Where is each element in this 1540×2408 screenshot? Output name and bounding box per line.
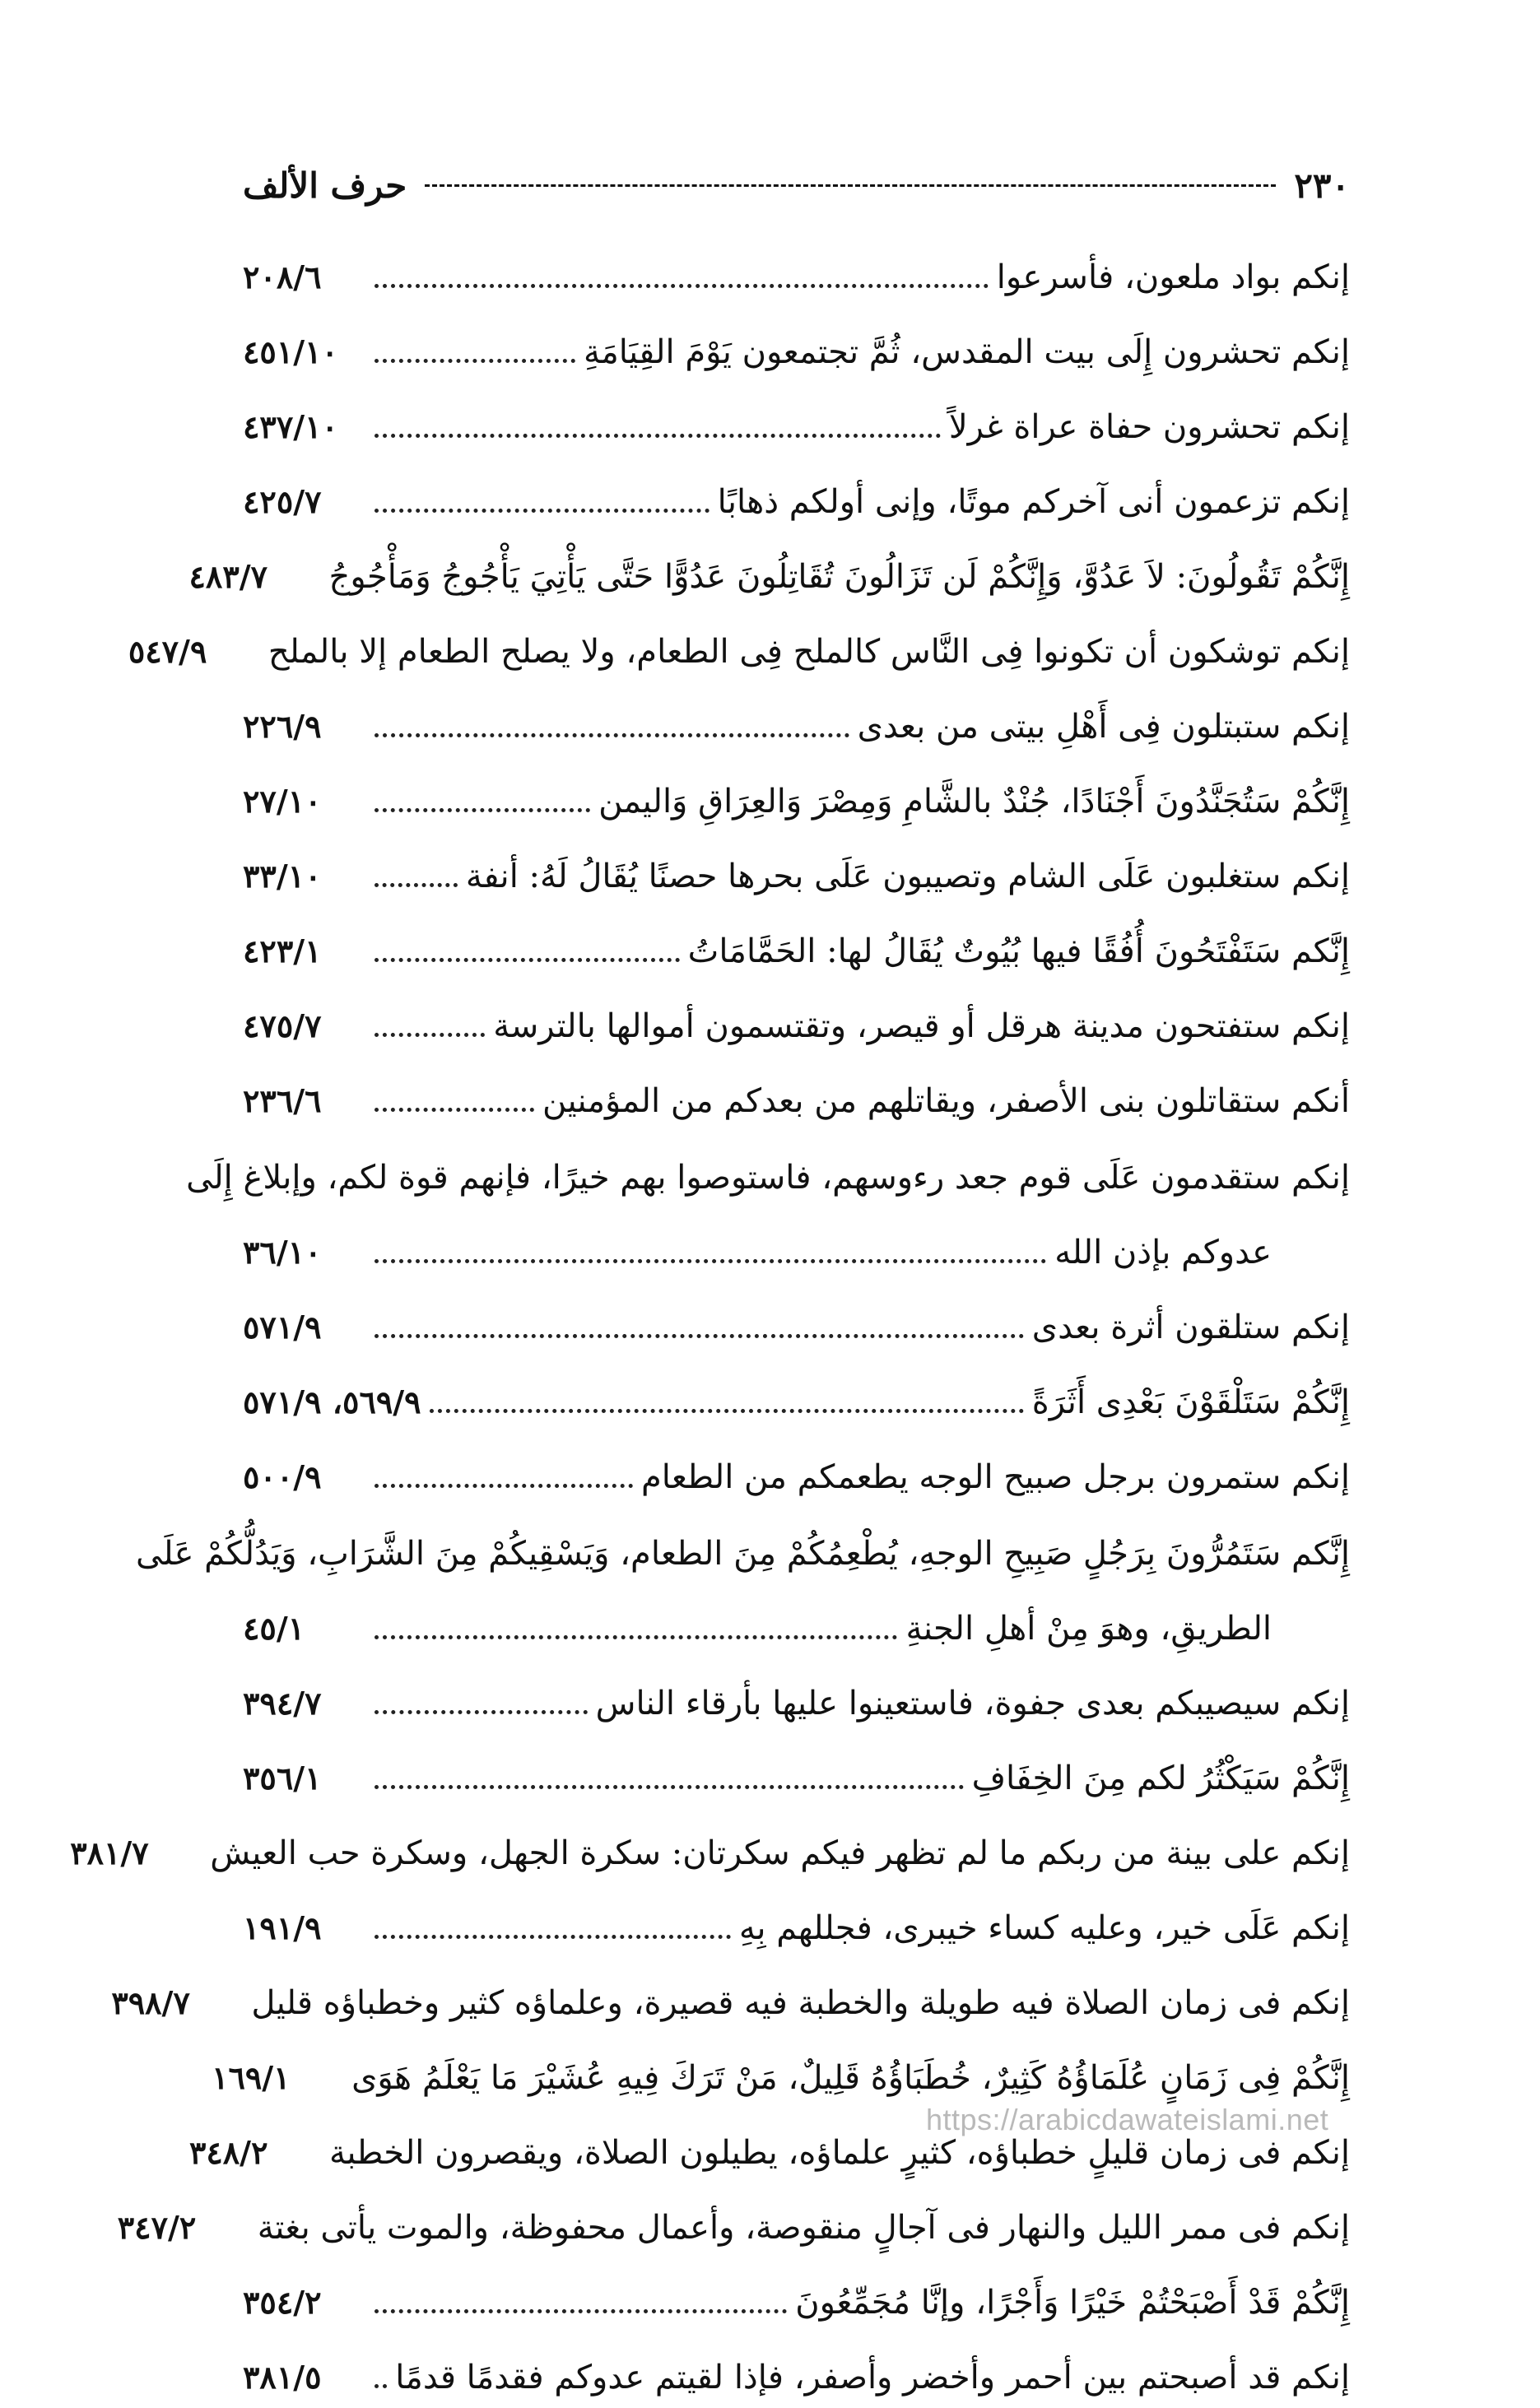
- entry-line: [243, 2258, 1350, 2333]
- entry-text: إِنَّكُمْ قَدْ أَصْبَحْتُمْ خَيْرًا وَأَجْرًا، وإنَّا مُجَمِّعُونَ: [795, 2284, 1350, 2322]
- index-entry: [243, 832, 1350, 907]
- index-entry: [243, 907, 1350, 982]
- volume-page-ref: ٣٤٧/٢: [117, 2209, 197, 2246]
- index-entry: [243, 1433, 1350, 1508]
- volume-page-ref: ٥٦٩/٩، ٥٧١/٩: [243, 1383, 421, 1420]
- dot-leader: [375, 1259, 1046, 1263]
- entry-continuation-text: الطريقِ، وهوَ مِنْ أهلِ الجنةِ: [905, 1610, 1272, 1648]
- hadith-index-list: [70, 233, 1350, 2408]
- entry-continuation-line: [243, 1208, 1350, 1283]
- entry-line: [243, 1659, 1350, 1734]
- entry-continuation-text: عدوكم بإذن الله: [1054, 1234, 1272, 1271]
- entry-text: إنكم تحشرون حفاة عراة غرلاً: [948, 408, 1350, 446]
- header-rule: [425, 184, 1276, 187]
- dot-leader: [375, 1033, 485, 1037]
- index-entry: [243, 1358, 1350, 1433]
- entry-line: [212, 2034, 1350, 2108]
- index-entry: [212, 2034, 1350, 2108]
- entry-line: [188, 532, 1350, 607]
- entry-text: إِنَّكُمْ سَتَلْقَوْنَ بَعْدِى أَثَرَةً: [1031, 1383, 1350, 1421]
- entry-line: [128, 607, 1350, 682]
- dot-leader: [375, 2309, 787, 2313]
- dot-leader: [375, 1334, 1024, 1338]
- entry-line: [70, 1809, 1350, 1884]
- volume-page-ref: ٣٩٨/٧: [111, 1984, 190, 2021]
- page-number: ٢٣٠: [1294, 165, 1350, 206]
- entry-line: [243, 1734, 1350, 1809]
- dot-leader: [375, 1108, 534, 1112]
- dot-leader: [430, 1409, 1024, 1413]
- page-header: [243, 160, 1350, 210]
- index-entry: [186, 1132, 1350, 1283]
- entry-line: [111, 1959, 1350, 2034]
- volume-page-ref: ٤٥١/١٠: [243, 333, 338, 370]
- entry-text: إِنَّكُمْ سَتُجَنَّدُونَ أَجْنَادًا، جُنْدٌ بالشَّامِ وَمِصْرَ وَالعِرَاقِ وَاليمن: [598, 783, 1350, 820]
- entry-text: إنكم عَلَى خير، وعليه كساء خيبرى، فجللهم بِهِ: [738, 1909, 1350, 1947]
- entry-text: إنكم ستلقون أثرة بعدى: [1031, 1309, 1350, 1346]
- index-entry: [243, 1283, 1350, 1358]
- dot-leader: [375, 1935, 731, 1939]
- dot-leader: [375, 359, 575, 363]
- entry-line: [243, 383, 1350, 458]
- dot-leader: [375, 434, 941, 438]
- entry-line: [243, 832, 1350, 907]
- volume-page-ref: ٣٣/١٠: [243, 858, 322, 895]
- entry-text: إِنَّكُمْ تَقُولُونَ: لاَ عَدُوَّ، وَإِنَّكُمْ لَن تَزَالُونَ تُقَاتِلُونَ عَدُوًّا حَتَّى يَأْتِيَ يَأْجُوجُ وَمَأْجُوجُ: [328, 558, 1350, 596]
- volume-page-ref: ١٩١/٩: [243, 1909, 322, 1946]
- entry-line: [243, 757, 1350, 832]
- entry-text: إِنَّكم سَتَفْتَحُونَ أُفُقًا فيها بُيُوتٌ يُقَالُ لها: الحَمَّامَاتُ: [687, 932, 1350, 970]
- entry-text: إنكم ستغلبون عَلَى الشام وتصيبون عَلَى بحرها حصنًا يُقَالُ لَهُ: أنفة: [465, 858, 1350, 895]
- dot-leader: [375, 1635, 897, 1639]
- dot-leader: [375, 958, 680, 962]
- entry-text: إنكم ستبتلون فِى أَهْلِ بيتى من بعدى: [857, 708, 1350, 746]
- entry-line: [243, 308, 1350, 383]
- volume-page-ref: ٤٧٥/٧: [243, 1007, 322, 1044]
- watermark-url: https://arabicdawateislami.net: [926, 2103, 1329, 2136]
- volume-page-ref: ٤٨٣/٧: [188, 558, 268, 595]
- volume-page-ref: ٣٥٦/١: [243, 1760, 322, 1797]
- entry-line: [243, 1358, 1350, 1433]
- dot-leader: [375, 808, 590, 812]
- index-entry: [243, 458, 1350, 532]
- index-entry: [188, 532, 1350, 607]
- dot-leader: [375, 1484, 633, 1488]
- index-entry: [243, 1884, 1350, 1959]
- volume-page-ref: ٢٧/١٠: [243, 783, 322, 820]
- volume-page-ref: ٢٣٦/٦: [243, 1082, 322, 1119]
- volume-page-ref: ٢٢٦/٩: [243, 708, 322, 745]
- entry-line: [243, 1057, 1350, 1132]
- volume-page-ref: ٥٧١/٩: [243, 1309, 322, 1346]
- entry-line: [243, 907, 1350, 982]
- volume-page-ref: ٥٠٠/٩: [243, 1458, 322, 1495]
- entry-text: إنكم تحشرون إِلَى بيت المقدس، ثُمَّ تجتمعون يَوْمَ القِيَامَةِ: [583, 333, 1350, 371]
- entry-text: إنكم توشكون أن تكونوا فِى النَّاس كالملح فِى الطعام، ولا يصلح الطعام إلا بالملح: [268, 633, 1350, 671]
- dot-leader: [375, 1785, 964, 1789]
- volume-page-ref: ٣٩٤/٧: [243, 1685, 322, 1722]
- volume-page-ref: ٤٣٧/١٠: [243, 408, 338, 445]
- entry-line: [243, 682, 1350, 757]
- entry-line: [243, 1283, 1350, 1358]
- entry-continuation-line: [243, 1584, 1350, 1659]
- index-entry: [243, 383, 1350, 458]
- entry-line: [243, 1884, 1350, 1959]
- entry-line: [243, 2333, 1350, 2408]
- entry-text: أنكم ستقاتلون بنى الأصفر، ويقاتلهم من بعدكم من المؤمنين: [542, 1082, 1350, 1120]
- volume-page-ref: ٤٢٣/١: [243, 932, 322, 969]
- entry-text: إِنَّكُمْ فِى زَمَانٍ عُلَمَاؤُهُ كَثِيرٌ، خُطَبَاؤُهُ قَلِيلٌ، مَنْ تَرَكَ فِيهِ عُشَيْرَ مَا يَعْلَمُ هَوَى: [351, 2059, 1350, 2097]
- index-entry: [136, 1508, 1350, 1659]
- section-title: حرف الألف: [243, 165, 407, 206]
- entry-text: إنكم ستمرون برجل صبيح الوجه يطعمكم من الطعام: [640, 1458, 1350, 1496]
- volume-page-ref: ٣٥٤/٢: [243, 2284, 322, 2321]
- volume-page-ref: ٢٠٨/٦: [243, 258, 322, 295]
- volume-page-ref: ٤٢٥/٧: [243, 483, 322, 520]
- index-entry: [111, 1959, 1350, 2034]
- entry-text: إنكم فى زمان قليلٍ خطباؤه، كثيرٍ علماؤه، يطيلون الصلاة، ويقصرون الخطبة: [328, 2134, 1350, 2172]
- index-entry: [243, 1659, 1350, 1734]
- dot-leader: [375, 2384, 387, 2388]
- entry-text: إنكم ستقدمون عَلَى قوم جعد رءوسهم، فاستوصوا بهم خيرًا، فإنهم قوة لكم، وإبلاغ إِلَى: [186, 1159, 1350, 1197]
- entry-text: إنكم بواد ملعون، فأسرعوا: [996, 258, 1350, 296]
- index-entry: [243, 2333, 1350, 2408]
- volume-page-ref: ٣٤٨/٢: [188, 2134, 268, 2171]
- index-entry: [243, 757, 1350, 832]
- entry-text: إنكم تزعمون أنى آخركم موتًا، وإنى أولكم ذهابًا: [717, 483, 1350, 521]
- index-entry: [70, 1809, 1350, 1884]
- volume-page-ref: ٣٨١/٧: [70, 1834, 149, 1871]
- entry-text: إنكم على بينة من ربكم ما لم تظهر فيكم سكرتان: سكرة الجهل، وسكرة حب العيش: [210, 1834, 1350, 1872]
- entry-text: إنكم ستفتحون مدينة هرقل أو قيصر، وتقتسمون أموالها بالترسة: [493, 1007, 1350, 1045]
- entry-text: إنكم سيصيبكم بعدى جفوة، فاستعينوا عليها بأرقاء الناس: [595, 1685, 1350, 1722]
- index-entry: [128, 607, 1350, 682]
- entry-text: إنكم فى زمان الصلاة فيه طويلة والخطبة فيه قصيرة، وعلماؤه كثير وخطباؤه قليل: [251, 1984, 1350, 2022]
- dot-leader: [375, 509, 710, 513]
- entry-line: [243, 1433, 1350, 1508]
- volume-page-ref: ٣٦/١٠: [243, 1234, 322, 1271]
- index-entry: [243, 1734, 1350, 1809]
- entry-line: [243, 458, 1350, 532]
- volume-page-ref: ٤٥/١: [243, 1610, 305, 1647]
- dot-leader: [375, 733, 849, 737]
- entry-first-line: [136, 1508, 1350, 1584]
- volume-page-ref: ٣٨١/٥: [243, 2359, 322, 2396]
- dot-leader: [375, 1710, 588, 1714]
- entry-line: [243, 982, 1350, 1057]
- index-entry: [243, 682, 1350, 757]
- volume-page-ref: ١٦٩/١: [212, 2059, 291, 2096]
- entry-line: [243, 233, 1350, 308]
- entry-text: إنكم فى ممر الليل والنهار فى آجالٍ منقوصة، وأعمال محفوظة، والموت يأتى بغتة: [257, 2209, 1350, 2247]
- dot-leader: [375, 284, 989, 288]
- index-entry: [243, 308, 1350, 383]
- entry-text: إنكم قد أصبحتم بين أحمر وأخضر وأصفر، فإذا لقيتم عدوكم فقدمًا قدمًا: [395, 2359, 1350, 2396]
- entry-first-line: [186, 1132, 1350, 1208]
- index-entry: [117, 2183, 1350, 2258]
- index-entry: [243, 982, 1350, 1057]
- index-entry: [243, 233, 1350, 308]
- volume-page-ref: ٥٤٧/٩: [128, 633, 207, 670]
- index-entry: [243, 1057, 1350, 1132]
- dot-leader: [375, 883, 458, 887]
- entry-line: [117, 2183, 1350, 2258]
- index-entry: [243, 2258, 1350, 2333]
- entry-text: إِنَّكُمْ سَيَكْثُرُ لكم مِنَ الخِفَافِ: [971, 1760, 1350, 1797]
- entry-text: إِنَّكم سَتَمُرُّونَ بِرَجُلٍ صَبِيحِ الوجهِ، يُطْعِمُكُمْ مِنَ الطعام، وَيَسْقِيكُمْ مِنَ الشَّرَابِ، وَيَدُلُّكُمْ عَلَى: [136, 1535, 1350, 1573]
